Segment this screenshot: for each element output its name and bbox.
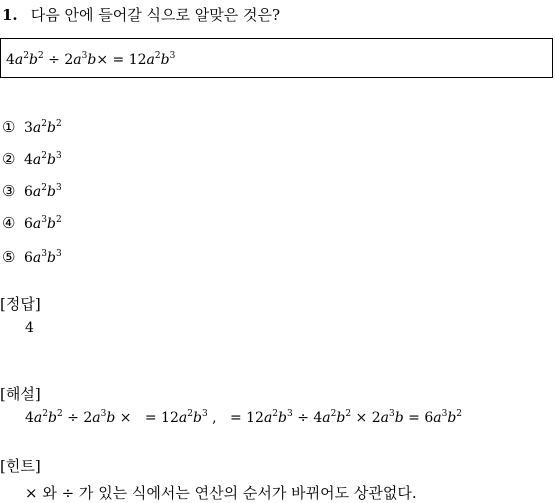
hint-label: [힌트] bbox=[0, 457, 41, 475]
explanation-label: [해설] bbox=[0, 385, 41, 403]
box-expression: $4a^2b^2 \div 2a^3b\times = 12a^2b^3$ bbox=[6, 51, 176, 68]
choice-2[interactable]: ② $4a^2b^3$ bbox=[2, 150, 62, 168]
hint-text: × 와 ÷ 가 있는 식에서는 연산의 순서가 바뀌어도 상관없다. bbox=[25, 484, 417, 502]
choice-5[interactable]: ⑤ $6a^3b^3$ bbox=[2, 248, 62, 266]
answer-label: [정답] bbox=[0, 295, 41, 313]
choice-4[interactable]: ④ $6a^3b^2$ bbox=[2, 214, 62, 232]
question-number: 1. bbox=[2, 6, 18, 24]
explanation-expression: $4a^2b^2 \div 2a^3b$ × = $12a^2b^3$ , = $12a^2b^3 \div 4a^2b^2 \times 2a^3b = 6a^3b^2$ bbox=[25, 409, 463, 426]
question-text: 다음 안에 들어갈 식으로 알맞은 것은? bbox=[30, 6, 280, 24]
answer-value: 4 bbox=[25, 320, 34, 336]
choice-1[interactable]: ① $3a^2b^2$ bbox=[2, 118, 62, 136]
question-header bbox=[2, 4, 280, 25]
choice-3[interactable]: ③ $6a^2b^3$ bbox=[2, 182, 62, 200]
